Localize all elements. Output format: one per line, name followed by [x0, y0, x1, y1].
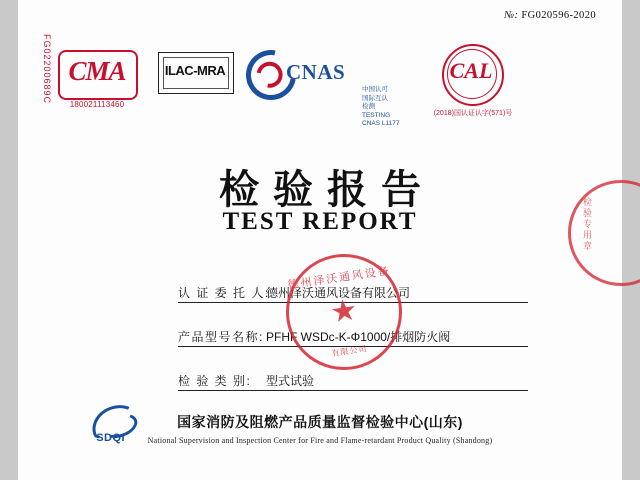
field-label-category: 检 验 类 别:	[178, 374, 252, 388]
field-label-product: 产品型号名称:	[178, 330, 264, 344]
footer-inner	[96, 412, 493, 445]
page-title-chinese: 检验报告	[219, 167, 435, 212]
cal-logo	[433, 44, 513, 120]
document-sheet	[18, 0, 622, 480]
footer-org-english: National Supervision and Inspection Center for Fire and Flame-retardant Product Quality (Shandong)	[147, 436, 493, 445]
serial-number-value: FG020596-2020	[521, 10, 596, 21]
serial-number-line	[504, 10, 596, 21]
cnas-logo	[246, 46, 356, 112]
ilac-mark-text: ILAC-MRA	[164, 63, 226, 78]
serial-prefix: №:	[504, 10, 519, 21]
cal-mark-text: CAL	[449, 58, 493, 83]
stamp-top-text: 德州泽沃通风设备	[286, 265, 392, 292]
left-margin-bar	[0, 0, 18, 480]
page-title-english: TEST REPORT	[222, 208, 418, 235]
sdqi-logo	[82, 406, 140, 446]
vertical-document-code: FG02200689C	[42, 34, 52, 105]
ilac-mra-logo	[158, 46, 232, 106]
cma-code-text: 180021113460	[69, 100, 125, 109]
document-footer	[18, 412, 622, 448]
stamp-star-icon: ★	[328, 293, 360, 330]
field-label-client: 认 证 委 托 人:	[178, 286, 270, 300]
cnas-mark-text: CNAS	[286, 60, 346, 84]
cma-logo	[54, 48, 140, 112]
field-value-product: PFHF WSDc-K-Φ1000/排烟防火阀	[266, 330, 451, 344]
field-value-category: 型式试验	[266, 374, 315, 388]
accreditation-logo-row	[18, 40, 622, 127]
stamp-bottom-text: 有限公司	[331, 344, 368, 359]
field-value-client: 德州泽沃通风设备有限公司	[266, 286, 411, 300]
field-rule-category	[178, 390, 528, 391]
cma-mark-text: CMA	[68, 56, 126, 86]
footer-org-chinese: 国家消防及阻燃产品质量监督检验中心(山东)	[177, 414, 463, 430]
cal-code-text: (2018)国认证认字(571)号	[433, 110, 513, 117]
edge-stamp-text: 检验专用章	[582, 197, 592, 252]
field-row-category	[178, 368, 528, 398]
cnas-chinese-text: 中国认可 国际互认 检测 TESTING CNAS L1177	[362, 86, 400, 127]
sdqi-logo-word: SDQI	[96, 432, 126, 444]
